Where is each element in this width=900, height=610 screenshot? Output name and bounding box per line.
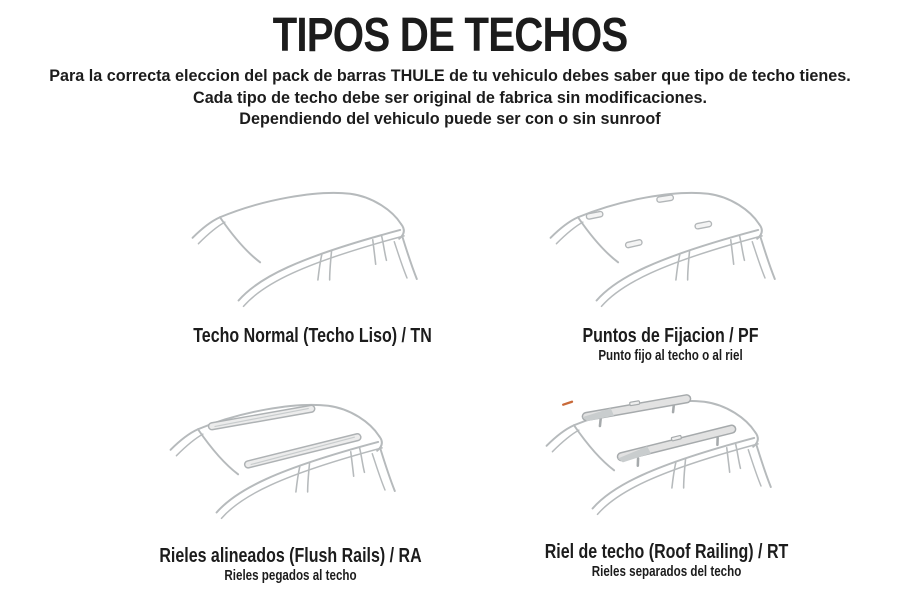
intro-line-1: Para la correcta eleccion del pack de barras THULE de tu vehiculo debes saber que tipo de techo tienes.	[49, 67, 851, 85]
flush-rails-roof-illustration	[141, 394, 441, 536]
raised-roof-rails-illustration	[517, 390, 817, 532]
roof-type-label-ra: Rieles alineados (Flush Rails) / RA	[159, 545, 422, 567]
normal-smooth-roof-illustration	[163, 182, 463, 324]
roof-type-sublabel-rt: Rieles separados del techo	[591, 564, 742, 580]
roof-type-card-rt	[464, 390, 869, 581]
red-artifact-mark	[563, 402, 572, 405]
roof-type-sublabel-pf: Punto fijo al techo o al riel	[598, 348, 743, 364]
roof-types-infographic	[0, 9, 900, 584]
roof-type-label-pf: Puntos de Fijacion / PF	[582, 325, 759, 347]
roof-type-label-tn: Techo Normal (Techo Liso) / TN	[193, 325, 432, 347]
roof-type-card-pf	[468, 182, 873, 365]
intro-text	[9, 66, 891, 131]
fixed-points-roof-illustration	[521, 182, 821, 324]
roof-type-label-rt: Riel de techo (Roof Railing) / RT	[544, 541, 789, 563]
intro-line-2: Cada tipo de techo debe ser original de fabrica sin modificaciones.	[193, 88, 707, 107]
roof-type-sublabel-ra: Rieles pegados al techo	[224, 568, 357, 584]
page-title: TIPOS DE TECHOS	[272, 9, 628, 62]
roof-type-card-ra	[88, 394, 493, 585]
roof-type-card-tn	[110, 182, 515, 348]
intro-line-3: Dependiendo del vehiculo puede ser con o sin sunroof	[239, 110, 661, 128]
